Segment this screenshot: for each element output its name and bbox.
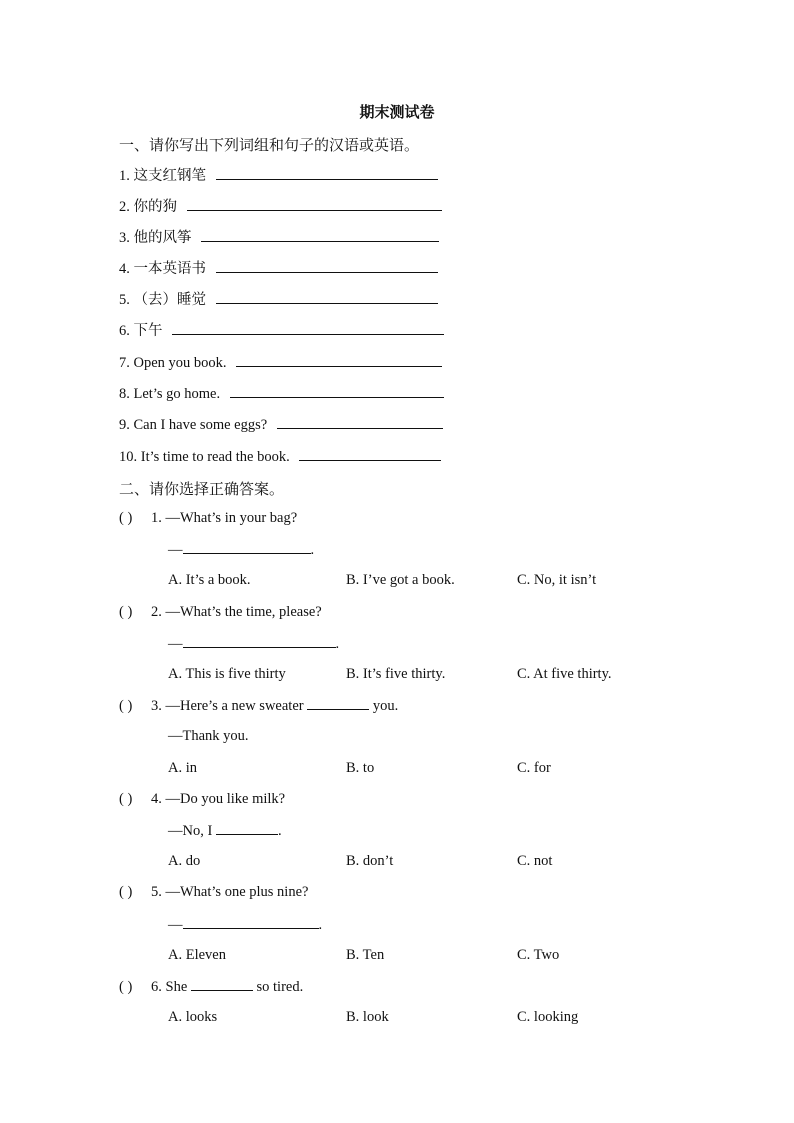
- reply-blank[interactable]: [183, 914, 319, 929]
- option-b[interactable]: B. to: [346, 760, 375, 776]
- item-text: 这支红钢笔: [133, 168, 206, 184]
- stem-blank[interactable]: [191, 976, 253, 991]
- translation-item: [119, 227, 439, 247]
- question-stem-end: you.: [372, 698, 399, 714]
- question-number: 1.: [151, 510, 162, 526]
- answer-paren[interactable]: ( ): [119, 510, 133, 526]
- item-number: 3.: [119, 230, 130, 246]
- option-a[interactable]: A. It’s a book.: [168, 572, 251, 588]
- answer-blank[interactable]: [236, 352, 442, 367]
- question-stem: —What’s in your bag?: [165, 510, 298, 526]
- item-text: Let’s go home.: [133, 386, 221, 402]
- question-6: [119, 976, 303, 997]
- answer-blank[interactable]: [187, 196, 442, 211]
- reply-prefix: —: [168, 917, 183, 933]
- question-stem: She: [165, 979, 188, 995]
- option-a[interactable]: A. in: [168, 760, 197, 776]
- option-b[interactable]: B. I’ve got a book.: [346, 572, 455, 588]
- item-number: 2.: [119, 199, 130, 215]
- translation-item: [119, 446, 441, 466]
- answer-blank[interactable]: [299, 446, 441, 461]
- translation-item: [119, 165, 438, 185]
- question-1-reply: [168, 539, 314, 560]
- question-3-reply: —Thank you.: [168, 728, 249, 744]
- reply-prefix: —: [168, 542, 183, 558]
- question-3: [119, 695, 398, 716]
- answer-blank[interactable]: [216, 165, 438, 180]
- item-number: 5.: [119, 292, 130, 308]
- reply-prefix: —: [168, 636, 183, 652]
- option-c[interactable]: C. for: [517, 760, 551, 776]
- option-c[interactable]: C. No, it isn’t: [517, 572, 597, 588]
- translation-item: [119, 383, 444, 403]
- reply-prefix: —No, I: [168, 823, 213, 839]
- translation-item: [119, 196, 442, 216]
- question-stem-end: so tired.: [256, 979, 304, 995]
- answer-blank[interactable]: [216, 258, 438, 273]
- option-c[interactable]: C. Two: [517, 947, 560, 963]
- option-c[interactable]: C. looking: [517, 1009, 579, 1025]
- item-number: 9.: [119, 417, 130, 433]
- answer-blank[interactable]: [277, 414, 443, 429]
- item-text: （去）睡觉: [133, 292, 206, 308]
- item-number: 6.: [119, 323, 130, 339]
- option-b[interactable]: B. don’t: [346, 853, 394, 869]
- question-4-reply: [168, 820, 282, 841]
- item-text: Can I have some eggs?: [133, 417, 268, 433]
- option-a[interactable]: A. Eleven: [168, 947, 226, 963]
- question-number: 2.: [151, 604, 162, 620]
- option-c[interactable]: C. not: [517, 853, 553, 869]
- option-c[interactable]: C. At five thirty.: [517, 666, 612, 682]
- answer-paren[interactable]: ( ): [119, 979, 133, 995]
- question-stem: —What’s one plus nine?: [165, 884, 309, 900]
- option-a[interactable]: A. do: [168, 853, 201, 869]
- option-b[interactable]: B. It’s five thirty.: [346, 666, 446, 682]
- translation-item: [119, 352, 442, 372]
- question-2: [119, 602, 322, 622]
- question-1: [119, 508, 297, 528]
- question-number: 3.: [151, 698, 162, 714]
- answer-paren[interactable]: ( ): [119, 604, 133, 620]
- stem-blank[interactable]: [307, 695, 369, 710]
- question-number: 6.: [151, 979, 162, 995]
- answer-paren[interactable]: ( ): [119, 698, 133, 714]
- option-b[interactable]: B. look: [346, 1009, 389, 1025]
- translation-item: [119, 414, 443, 434]
- item-number: 8.: [119, 386, 130, 402]
- translation-item: [119, 320, 444, 340]
- question-number: 5.: [151, 884, 162, 900]
- question-number: 4.: [151, 791, 162, 807]
- item-text: 一本英语书: [133, 261, 206, 277]
- question-stem: —Do you like milk?: [165, 791, 286, 807]
- section2-heading: 二、请你选择正确答案。: [119, 480, 285, 498]
- item-text: Open you book.: [133, 355, 227, 371]
- question-2-reply: [168, 633, 339, 654]
- reply-suffix: .: [318, 917, 323, 933]
- section1-heading: 一、请你写出下列词组和句子的汉语或英语。: [119, 136, 420, 154]
- item-text: 下午: [133, 323, 163, 339]
- translation-item: [119, 258, 438, 278]
- translation-item: [119, 289, 438, 309]
- answer-paren[interactable]: ( ): [119, 884, 133, 900]
- item-text: 你的狗: [133, 199, 177, 215]
- question-5: [119, 882, 308, 902]
- item-text: It’s time to read the book.: [140, 449, 290, 465]
- option-a[interactable]: A. This is five thirty: [168, 666, 286, 682]
- reply-blank[interactable]: [216, 820, 278, 835]
- item-number: 10.: [119, 449, 138, 465]
- reply-blank[interactable]: [183, 633, 336, 648]
- page-title: 期末测试卷: [359, 103, 435, 121]
- question-5-reply: [168, 914, 322, 935]
- option-b[interactable]: B. Ten: [346, 947, 385, 963]
- question-stem: —What’s the time, please?: [165, 604, 322, 620]
- item-number: 1.: [119, 168, 130, 184]
- question-stem: —Here’s a new sweater: [165, 698, 304, 714]
- answer-blank[interactable]: [172, 320, 444, 335]
- answer-blank[interactable]: [230, 383, 444, 398]
- item-text: 他的风筝: [133, 230, 192, 246]
- question-4: [119, 789, 285, 809]
- option-a[interactable]: A. looks: [168, 1009, 218, 1025]
- reply-suffix: .: [310, 542, 315, 558]
- item-number: 4.: [119, 261, 130, 277]
- reply-suffix: .: [335, 636, 340, 652]
- reply-suffix: .: [277, 823, 282, 839]
- item-number: 7.: [119, 355, 130, 371]
- answer-paren[interactable]: ( ): [119, 791, 133, 807]
- answer-blank[interactable]: [201, 227, 439, 242]
- reply-blank[interactable]: [183, 539, 311, 554]
- answer-blank[interactable]: [216, 289, 438, 304]
